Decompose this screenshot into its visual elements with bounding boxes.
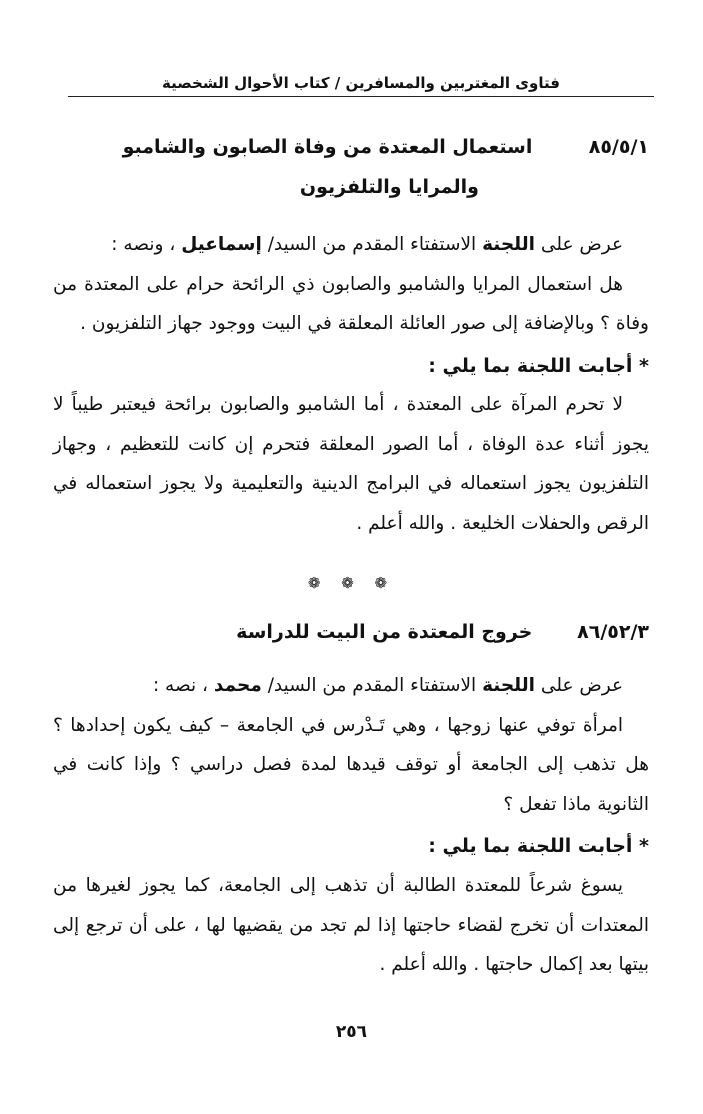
fatwa1-heading [53, 127, 649, 207]
fatwa1-intro-committee: اللجنة [482, 234, 536, 255]
fatwa1-title-line1: استعمال المعتدة من وفاة الصابون والشامبو [122, 136, 533, 158]
fatwa2-answer: يسوغ شرعاً للمعتدة الطالبة أن تذهب إلى الجامعة، كما يجوز لغيرها من المعتدات أن تخرج لقضاء حاجتها إذا لم تجد من يقضيها لها ، على أن ترجع إلى بيتها بعد إكمال حاجتها . والله أعلم . [53, 875, 649, 975]
fatwa2-answer-block [53, 866, 649, 985]
fatwa2-question: امرأة توفي عنها زوجها ، وهي تَـدْرس في الجامعة – كيف يكون إحدادها ؟ هل تذهب إلى الجامعة أو توقف قيدها لمدة فصل دراسي ؟ وإذا كانت في الثانوية ماذا تفعل ؟ [53, 714, 649, 815]
fatwa2-intro-middle: الاستفتاء المقدم من السيد/ [267, 675, 477, 696]
fatwa2-answer-label: * أجابت اللجنة بما يلي : [428, 835, 649, 857]
fatwa1-question: هل استعمال المرايا والشامبو والصابون ذي الرائحة حرام على المعتدة من وفاة ؟ وبالإضافة إلى صور العائلة المعلقة في البيت ووجود جهاز التلفزيون . [53, 273, 649, 334]
fatwa1-intro-name: إسماعيل [181, 234, 262, 255]
fatwa1-answer: لا تحرم المرآة على المعتدة ، أما الشامبو والصابون برائحة فيعتبر طيباً لا يجوز أثناء عدة الوفاة ، أما الصور المعلقة فتحرم إن كانت للتعظيم ، وجهاز التلفزيون يجوز استعماله في البرامج الدينية والتعليمية ولا يجوز استعماله في الرقص والحفلات الخليعة . والله أعلم . [53, 394, 649, 534]
fatwa2-heading [53, 612, 649, 652]
section-divider-ornament: ❁ ❁ ❁ [307, 574, 396, 592]
fatwa1-intro [53, 225, 649, 265]
fatwa1-intro-suffix: ، ونصه : [111, 234, 176, 255]
running-header: فتاوى المغتربين والمسافرين / كتاب الأحوال الشخصية [68, 70, 654, 97]
fatwa2-title: خروج المعتدة من البيت للدراسة [236, 621, 533, 643]
fatwa2-intro-suffix: ، نصه : [152, 675, 209, 696]
page-number: ٢٥٦ [335, 1022, 368, 1042]
fatwa2-intro [53, 666, 649, 706]
fatwa1-answer-label: * أجابت اللجنة بما يلي : [428, 355, 649, 377]
fatwa2-number: ٨٦/٥٢/٣ [577, 621, 649, 643]
fatwa1-question-block [53, 225, 649, 344]
fatwa2-intro-prefix: عرض على [540, 675, 623, 696]
fatwa2-question-block [53, 666, 649, 824]
fatwa1-title-line2: والمرايا والتلفزيون [299, 176, 479, 198]
fatwa1-intro-prefix: عرض على [540, 234, 623, 255]
fatwa2-intro-committee: اللجنة [482, 675, 536, 696]
fatwa1-answer-block [53, 385, 649, 543]
fatwa2-intro-name: محمد [213, 675, 262, 696]
fatwa1-number: ٨٥/٥/١ [588, 136, 649, 158]
fatwa1-intro-middle: الاستفتاء المقدم من السيد/ [267, 234, 477, 255]
